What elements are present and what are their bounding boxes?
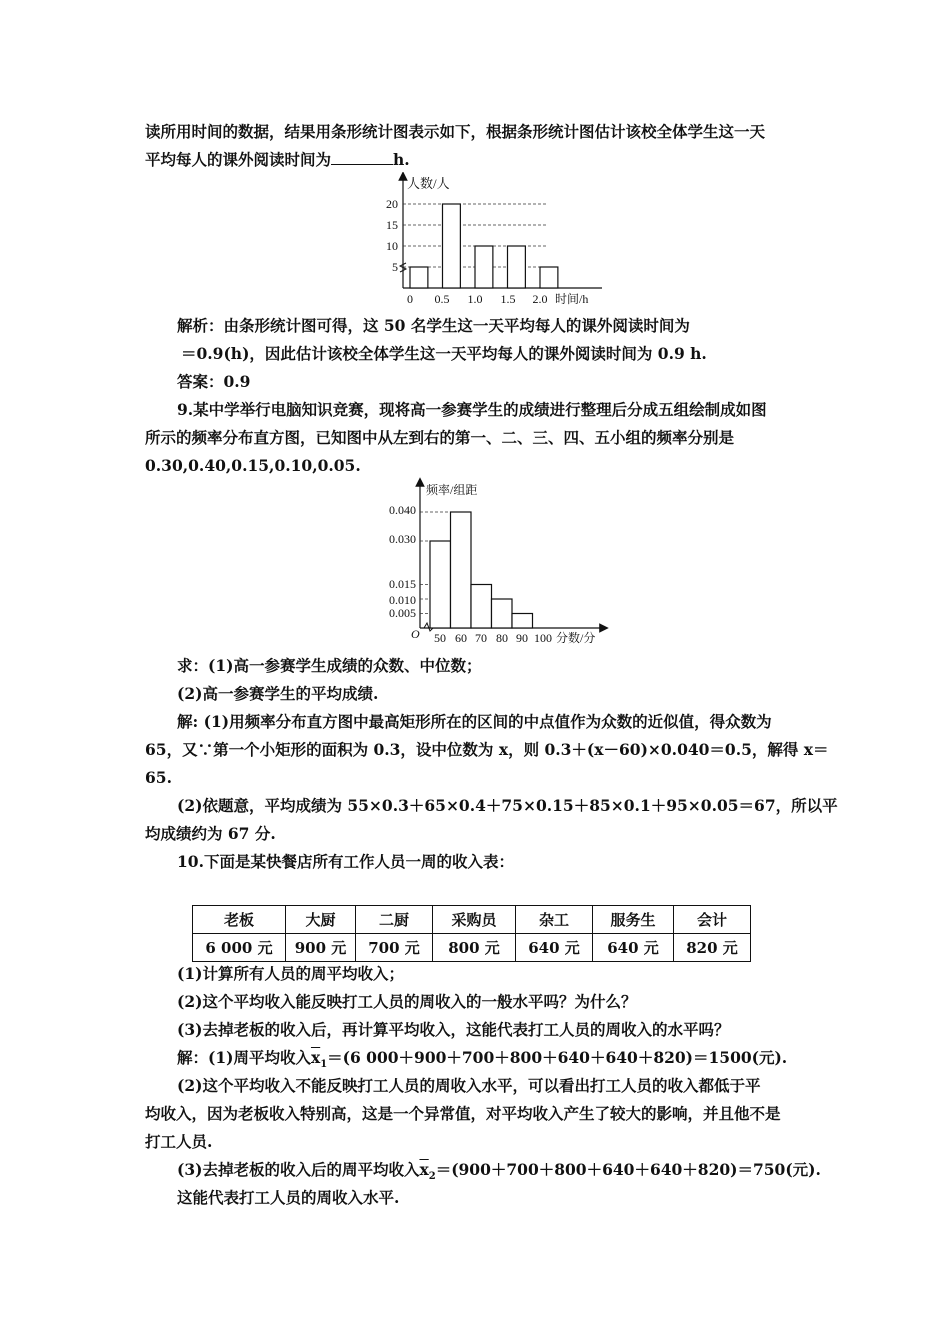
chart2-x-tick: 90 [516, 631, 528, 645]
table-cell: 640 元 [516, 934, 593, 962]
table-cell: 6 000 元 [193, 934, 286, 962]
answer-blank [331, 150, 393, 165]
chart2-y-tick: 0.005 [389, 606, 416, 620]
chart1-bar [475, 246, 493, 288]
q10-part-3: (3)去掉老板的收入后，再计算平均收入，这能代表打工人员的周收入的水平吗？ [177, 1020, 730, 1039]
chart2-bar [451, 512, 472, 628]
sol10-line-6: 这能代表打工人员的周收入水平. [177, 1188, 400, 1207]
intro-line-2-unit: h. [393, 150, 410, 169]
chart1-axis-break [400, 263, 406, 272]
table-header-cell: 老板 [193, 906, 286, 934]
sol9-line-5: 均成绩约为 67 分. [145, 824, 276, 843]
chart2-y-label: 频率/组距 [426, 483, 478, 497]
sol9-line-3: 65. [145, 768, 172, 787]
chart2-origin: O [411, 627, 420, 641]
chart1-bar [508, 246, 526, 288]
q9-part-1: 求：(1)高一参赛学生成绩的众数、中位数； [177, 656, 482, 675]
chart2-x-tick: 50 [434, 631, 446, 645]
chart2-y-tick: 0.010 [389, 593, 416, 607]
chart1-y-label: 人数/人 [407, 176, 450, 191]
chart1-x-tick: 1.0 [467, 292, 483, 306]
chart1-y-tick: 15 [386, 218, 398, 232]
chart2-x-tick: 100 [534, 631, 552, 645]
sol10-line-5-formula: ＝(900＋700＋800＋640＋640＋820)＝750(元). [435, 1160, 821, 1179]
q9-line-3: 0.30,0.40,0.15,0.10,0.05. [145, 456, 361, 475]
table-header-cell: 采购员 [433, 906, 516, 934]
chart2-x-label: 分数/分 [556, 631, 596, 645]
sol10-line-1 [177, 1048, 787, 1075]
sol9-line-2: 65，又∵第一个小矩形的面积为 0.3，设中位数为 x，则 0.3＋(x－60)×0.040＝0.5，解得 x＝ [145, 740, 829, 759]
chart2-x-tick: 80 [496, 631, 508, 645]
chart1-x-tick: 0.5 [434, 292, 450, 306]
chart2-y-tick: 0.015 [389, 577, 416, 591]
sol10-line-4: 打工人员. [145, 1132, 213, 1151]
sol8-line-1: 解析：由条形统计图可得，这 50 名学生这一天平均每人的课外阅读时间为 [177, 316, 690, 335]
sol10-line-2: (2)这个平均收入不能反映打工人员的周收入水平，可以看出打工人员的收入都低于平 [177, 1076, 761, 1095]
sol10-line-5-text: (3)去掉老板的收入后的周平均收入 [177, 1160, 420, 1179]
chart1-bar [443, 204, 461, 288]
intro-line-1: 读所用时间的数据，结果用条形统计图表示如下，根据条形统计图估计该校全体学生这一天 [145, 122, 766, 141]
chart1-y-tick: 10 [386, 239, 398, 253]
sol10-line-3: 均收入，因为老板收入特别高，这是一个异常值，对平均收入产生了较大的影响，并且他不是 [145, 1104, 781, 1123]
sol8-line-2: ＝0.9(h)，因此估计该校全体学生这一天平均每人的课外阅读时间为 0.9 h. [181, 344, 707, 363]
q9-line-1: 9.某中学举行电脑知识竞赛，现将高一参赛学生的成绩进行整理后分成五组绘制成如图 [177, 400, 767, 419]
table-header-cell: 大厨 [286, 906, 356, 934]
chart2-y-tick: 0.030 [389, 532, 416, 546]
x-bar-2: $\overline{x}$ [419, 1160, 429, 1179]
intro-line-2 [145, 150, 410, 170]
q10-part-1: (1)计算所有人员的周平均收入； [177, 964, 404, 983]
chart2-bar [471, 585, 492, 629]
subscript-1: 1 [320, 1059, 328, 1071]
q10-title: 10.下面是某快餐店所有工作人员一周的收入表： [177, 852, 514, 871]
sol9-line-4: (2)依题意，平均成绩为 55×0.3＋65×0.4＋75×0.15＋85×0.1＋95×0.05＝67，所以平 [177, 796, 838, 815]
sol10-line-5 [177, 1160, 821, 1187]
histogram-scores [378, 476, 618, 648]
chart2-x-tick: 70 [475, 631, 487, 645]
intro-line-2-text: 平均每人的课外阅读时间为 [145, 150, 332, 169]
q9-line-2: 所示的频率分布直方图，已知图中从左到右的第一、二、三、四、五小组的频率分别是 [145, 428, 735, 447]
table-header-cell: 服务生 [593, 906, 674, 934]
chart1-bar [540, 267, 558, 288]
sol8-answer: 答案：0.9 [177, 372, 251, 391]
chart2-y-tick: 0.040 [389, 503, 416, 517]
table-row [193, 934, 751, 962]
chart1-x-tick: 0 [407, 292, 413, 306]
q9-part-2: (2)高一参赛学生的平均成绩. [177, 684, 379, 703]
x-bar-1: $\overline{x}$ [310, 1048, 321, 1067]
chart1-x-tick: 2.0 [532, 292, 548, 306]
chart2-bar [430, 541, 451, 628]
chart1-y-tick: 20 [386, 197, 398, 211]
table-header-cell: 会计 [674, 906, 751, 934]
income-table [192, 905, 751, 962]
chart1-x-label: 时间/h [555, 292, 589, 306]
chart2-bar [512, 614, 533, 629]
table-header-row [193, 906, 751, 934]
table-cell: 700 元 [356, 934, 433, 962]
sol9-line-1: 解: (1)用频率分布直方图中最高矩形所在的区间的中点值作为众数的近似值，得众数为 [177, 712, 772, 731]
table-cell: 820 元 [674, 934, 751, 962]
chart1-bar [410, 267, 428, 288]
sol10-line-1-formula: ＝(6 000＋900＋700＋800＋640＋640＋820)＝1500(元). [327, 1048, 788, 1067]
chart1-y-tick: 5 [392, 260, 398, 274]
table-header-cell: 二厨 [356, 906, 433, 934]
table-cell: 800 元 [433, 934, 516, 962]
sol10-line-1-text: 解：(1)周平均收入 [177, 1048, 311, 1067]
table-cell: 900 元 [286, 934, 356, 962]
bar-chart-reading-time [370, 172, 610, 312]
table-header-cell: 杂工 [516, 906, 593, 934]
table-cell: 640 元 [593, 934, 674, 962]
chart2-bar [492, 599, 513, 628]
q10-part-2: (2)这个平均收入能反映打工人员的周收入的一般水平吗？为什么？ [177, 992, 637, 1011]
chart1-x-tick: 1.5 [500, 292, 516, 306]
chart2-x-tick: 60 [455, 631, 467, 645]
subscript-2: 2 [428, 1171, 436, 1183]
